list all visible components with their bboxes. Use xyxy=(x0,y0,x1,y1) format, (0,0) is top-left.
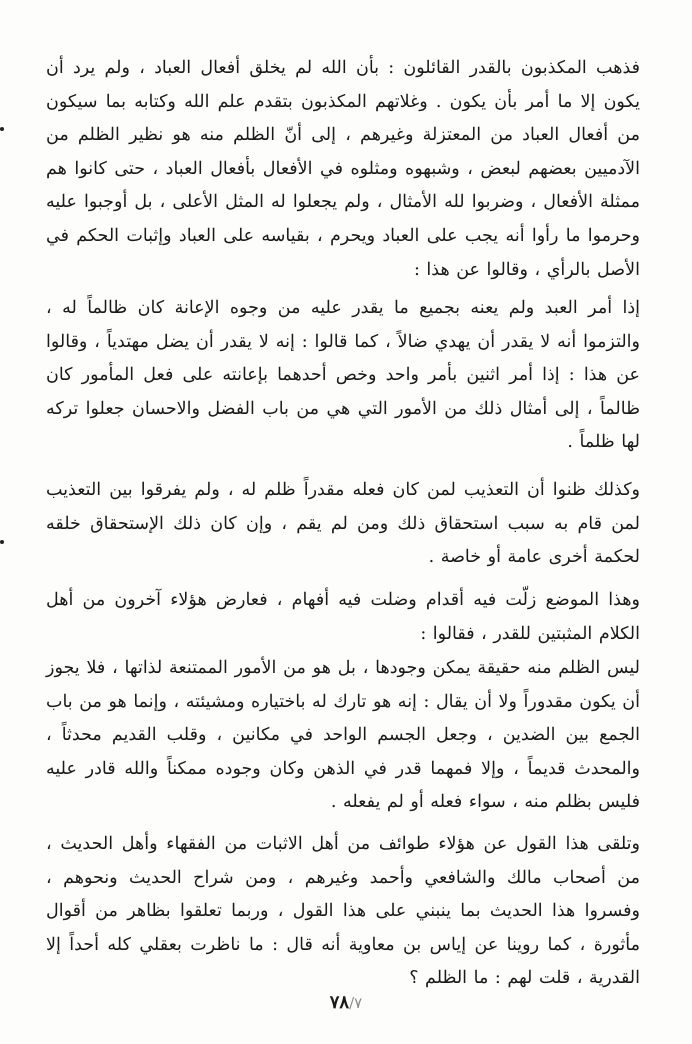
paragraph-2 xyxy=(46,292,640,460)
paragraph-text: وهذا الموضع زلّت فيه أقدام وضلت فيه أفهام ، فعارض هؤلاء آخرون من أهل الكلام المثبتين للقدر ، فقالوا : xyxy=(46,590,640,644)
margin-dot xyxy=(0,540,4,544)
paragraph-4 xyxy=(46,584,640,651)
paragraph-text: وتلقى هذا القول عن هؤلاء طوائف من أهل الاثبات من الفقهاء وأهل الحديث ، من أصحاب مالك والشافعي وأحمد وغيرهم ، ومن شراح الحديث ونحوهم ، وفسروا هذا الحديث بما ينبني على هذا القول ، وربما تعلقوا بظاهر من أقوال مأثورة ، كما روينا عن إياس بن معاوية أنه قال : ما ناظرت بعقلي كله أحداً إلا القدرية ، قلت لهم : ما الظلم ؟ xyxy=(46,834,640,989)
paragraph-text: إذا أمر العبد ولم يعنه بجميع ما يقدر عليه من وجوه الإعانة كان ظالماً له ، والتزموا أنه لا يقدر أن يهدي ضالاً ، كما قالوا : إنه لا يقدر أن يضل مهتدياً ، وقالوا عن هذا : إذا أمر اثنين بأمر واحد وخص أحدهما بإعانته على فعل المأمور كان ظالماً ، إلى أمثال ذلك من الأمور التي هي من باب الفضل والاحسان جعلوا تركه لها ظلماً . xyxy=(46,298,640,453)
paragraph-5 xyxy=(46,652,640,820)
paragraph-6 xyxy=(46,828,640,996)
page-number-value: ٧٨ xyxy=(329,992,350,1013)
page-number-faded: /٧ xyxy=(349,994,363,1012)
paragraph-text: فذهب المكذبون بالقدر القائلون : بأن الله لم يخلق أفعال العباد ، ولم يرد أن يكون إلا ما أمر بأن يكون . وغلاتهم المكذبون بتقدم علم الله وكتابه بما سيكون من أفعال العباد من المعتزلة وغيرهم ، إلى أنّ الظلم منه هو نظير الظلم من الآدميين بعضهم لبعض ، وشبهوه ومثلوه في الأفعال بأفعال العباد ، حتى كانوا هم ممثلة الأفعال ، وضربوا لله الأمثال ، ولم يجعلوا له المثل الأعلى ، بل أوجبوا عليه وحرموا ما رأوا أنه يجب على العباد ويحرم ، بقياسه على العباد وإثبات الحكم في الأصل بالرأي ، وقالوا عن هذا : xyxy=(46,58,640,280)
paragraph-text: ليس الظلم منه حقيقة يمكن وجودها ، بل هو من الأمور الممتنعة لذاتها ، فلا يجوز أن يكون مقدوراً ولا أن يقال : إنه هو تارك له باختياره ومشيئته ، وإنما هو من باب الجمع بين الضدين ، وجعل الجسم الواحد في مكانين ، وقلب القديم محدثاً ، والمحدث قديماً ، وإلا فمهما قدر في الذهن وكان وجوده ممكناً والله قادر عليه فليس بظلم منه ، سواء فعله أو لم يفعله . xyxy=(46,658,640,813)
paragraph-3 xyxy=(46,474,640,575)
margin-dot xyxy=(0,127,4,131)
page-number xyxy=(0,992,692,1013)
paragraph-1 xyxy=(46,52,640,287)
paragraph-text: وكذلك ظنوا أن التعذيب لمن كان فعله مقدراً ظلم له ، ولم يفرقوا بين التعذيب لمن قام به سبب استحقاق ذلك ومن لم يقم ، وإن كان ذلك الإستحقاق خلقه لحكمة أخرى عامة أو خاصة . xyxy=(46,480,640,568)
